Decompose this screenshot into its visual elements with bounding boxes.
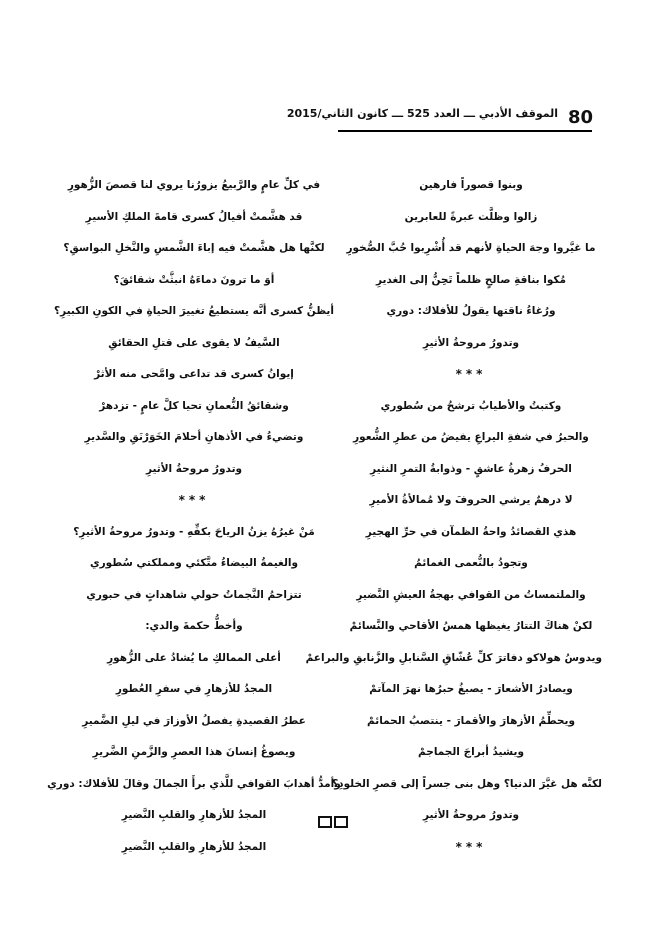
verse-line: لكنَّها هل هشَّمتْ فيه إباءَ الشَّمسِ والنَّخلِ البواسقِ؟ xyxy=(63,242,325,254)
verse-line: أوَ ما ترونَ دماءَهُ انبثَّتْ شقائقَ؟ xyxy=(113,273,275,286)
verse-line: زالوا وظلَّت عبرةً للعابرين xyxy=(404,210,538,223)
ornament-box-icon xyxy=(334,816,348,828)
verse-line: وبنوا قصوراً فارهين xyxy=(419,179,523,191)
verse-line: في كلِّ عامٍ والرَّبيعُ يزورُنا يروي لنا قصصَ الزُّهورِ xyxy=(67,179,321,191)
verse-line: والحبرُ في شفةِ اليراعِ يفيضُ من عطرِ الشُّعورِ xyxy=(353,431,589,443)
verse-line: مُكوا بناقةِ صالحٍ ظلماً تَحِنُّ إلى الغديرِ xyxy=(375,273,567,286)
verse-line: وأخطُّ حكمةَ والدي: xyxy=(145,620,243,632)
verse-line: المجدُ للأزهارِ والقلبِ النَّضيرِ xyxy=(121,840,267,853)
verse-line: ورُغاءُ ناقتها يقولُ للأفلاك: دوري xyxy=(386,305,556,317)
page-number: 80 xyxy=(568,107,594,128)
verse-line: وتضيءُ في الأذهانِ أحلامَ الخَوَرْنَقِ والسَّديرِ xyxy=(84,431,304,443)
verse-line: أعلى الممالكِ ما يُشادُ على الزُّهورِ xyxy=(107,651,281,664)
right-column xyxy=(305,170,602,863)
footer-ornament xyxy=(318,816,348,828)
verse-line: ويصوغُ إنسانَ هذا العصرِ والزَّمنِ الضَّريرِ xyxy=(92,746,296,758)
verse-line: هذي القصائدُ واحةُ الظمآن في حرِّ الهجيرِ xyxy=(365,525,577,538)
verse-line: وتدورُ مروحةُ الأثيرِ xyxy=(145,462,243,475)
verse-line: مَنْ غيرُهُ يزنُ الرياحَ بكفِّهِ - وتدورُ مروحةُ الأثيرِ؟ xyxy=(73,525,315,538)
verse-line: المجدُ للأزهارِ والقلبِ النَّضيرِ xyxy=(121,809,267,821)
verse-line: والغيمةُ البيضاءُ متَّكئي ومملكتي سُطوري xyxy=(89,557,299,569)
section-separator: *** xyxy=(178,493,210,507)
verse-line: إيوانُ كسرى قد تداعى وامَّحى منه الأثرْ xyxy=(94,368,294,380)
running-title: الموقف الأدبي ـــ العدد 525 ـــ كانون الثاني/2015 xyxy=(286,107,558,120)
verse-line: السَّيفُ لا يقوى على قتلِ الحقائقِ xyxy=(108,336,280,349)
verse-line: وتجودُ بالنُّعمى الغمائمُ xyxy=(414,557,528,569)
verse-line: وتدورُ مروحةُ الأثيرِ xyxy=(422,809,520,821)
section-separator: *** xyxy=(455,839,487,854)
verse-line: ويصادرُ الأشعارَ - يصبغُ حبرُها نهرَ المآتمْ xyxy=(369,683,573,695)
verse-line: والملتمساتُ من القوافي بهجةُ العيشِ النَّضيرِ xyxy=(356,588,586,601)
verse-line: وأمدُّ أهدابَ القوافي للَّذي برأَ الجمالَ وقالَ للأفلاك: دوري xyxy=(47,777,341,790)
header-rule xyxy=(338,130,592,132)
verse-line: المجدُ للأزهارِ في سفرِ العُطورِ xyxy=(115,683,273,695)
verse-line: لا درهمٌ يرشي الحروفَ ولا مُمالأةُ الأميرِ xyxy=(369,494,573,506)
verse-line: أيظنُّ كسرى أنَّه يستطيعُ تغييرَ الحياةِ في الكونِ الكبيرِ؟ xyxy=(54,305,334,317)
verse-line: ويحطِّمُ الأزهارَ والأقمارَ - ينتصبُ الحمائمْ xyxy=(367,714,575,727)
verse-line: ويشيدُ أبراجَ الجماجمْ xyxy=(418,746,524,758)
left-column xyxy=(44,170,344,863)
verse-line: وشقائقُ النُّعمانِ تحيا كلَّ عامٍ - تزدهرْ xyxy=(99,399,289,412)
verse-line: قد هشَّمتْ أفيالُ كسرى قامةَ الملكِ الأسيرِ xyxy=(85,210,303,223)
verse-line: وكتبتُ والأطيابُ ترشحُ من سُطوري xyxy=(380,399,562,412)
section-separator: *** xyxy=(455,367,487,381)
ornament-box-icon xyxy=(318,816,332,828)
verse-line: لكنْ هناكَ التتارُ يغيظها همسُ الأقاحي والنَّسائمْ xyxy=(349,620,593,632)
verse-line: وتدورُ مروحةُ الأثيرِ xyxy=(422,336,520,349)
verse-line: لكنَّه هل غيَّرَ الدنيا؟ وهل بنى جسراً إلى قصرِ الخلودِ؟ xyxy=(332,777,602,790)
verse-line: ما غيَّروا وجهَ الحياةِ لأنهم قد أُشْرِبوا حُبَّ الصُّخورِ xyxy=(346,242,596,254)
verse-line: الحرفُ زهرةُ عاشقٍ - وذوابةُ التمرِ النثيرِ xyxy=(370,462,572,475)
verse-line: تتزاحمُ النَّجماتُ حولي شاهداتٍ في حبوري xyxy=(86,588,302,601)
verse-line: عطرُ القصيدةِ يفصلُ الأوزارَ في ليلِ الضَّميرِ xyxy=(82,714,306,727)
verse-line: ويدوسُ هولاكو دفاترَ كلِّ عُشّاقِ السَّنابلِ والزَّنابقِ والبراعمْ xyxy=(305,651,602,664)
